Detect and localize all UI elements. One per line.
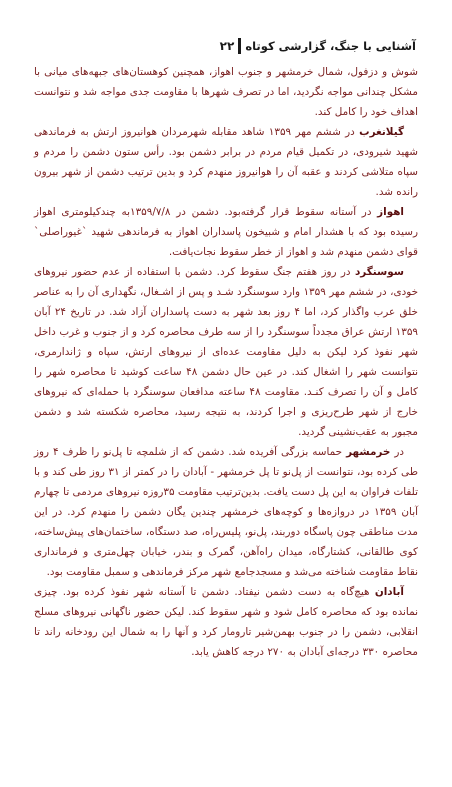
city-heading: آبادان xyxy=(374,586,404,598)
paragraph-intro xyxy=(34,62,418,122)
city-heading: گیلانغرب xyxy=(359,126,404,138)
paragraph-text: در روز هفتم جنگ سقوط کرد. دشمن با استفاده از عدم حضور نیروهای خودی، در ششم مهر ۱۳۵۹ وارد سوسنگرد شـد و پس از اشـغال، نگهداری آن را به عناصر خلق عرب واگذار کرد، اما ۴ روز بعد شهر به دست پاسداران آزاد شد. در تاریخ ۲۴ آبان ۱۳۵۹ ارتش عراق مجدداً سوسنگرد را از سه طرف محاصره کرد و از جنوب و غرب داخل شهر نفوذ کرد لیکن به دلیل مقاومت عده‌ای از نیروهای ارتش، سپاه و ژاندارمری، نتوانست شهر را اشغال کند. در عین حال دشمن ۴۸ ساعت کوشید تا محاصره شهر را کامل و آن را تصرف کنـد. مقاومت ۴۸ ساعته مدافعان سوسنگرد با حمله‌ای که نیروهای خارج از شهر طرح‌ریزی و اجرا کردند، به نتیجه رسید، محاصره شکسته شد و دشمن مجبور به عقب‌نشینی گردید. xyxy=(34,266,418,438)
page-header xyxy=(216,38,416,54)
paragraph-text: در آستانه سقوط قرار گرفته‌بود. دشمن در ۱۳۵۹/۷/۸به چندکیلومتری اهواز رسیده بود که با هشدار امام و شبیخون پاسداران اهواز به فرماندهی شهید `غیوراصلی` قوای دشمن منهدم شد و اهواز از خطر سقوط نجات‌یافت. xyxy=(34,206,418,258)
paragraph-ahvaz xyxy=(34,202,418,262)
paragraph-susangerd xyxy=(34,262,418,442)
book-title: آشنایی با جنگ، گزارشی کوتاه xyxy=(245,39,416,53)
paragraph-khorramshahr xyxy=(34,442,418,582)
paragraph-text: شوش و دزفول، شمال خرمشهر و جنوب اهواز، همچنین کوهستان‌های جبهه‌های میانی با مشکل چندانی مواجه نگردید، اما در تصرف شهرها با مقاومت جدی مواجه شد و نتوانست اهداف خود را کامل کند. xyxy=(34,66,418,118)
paragraph-text: حماسه بزرگی آفریده شد. دشمن که از شلمچه تا پل‌نو را ظرف ۴ روز طی کرده بود، نتوانست از پل‌نو تا پل خرمشهر - آبادان را در کمتر از ۳۱ روز طی کند و با تلفات فراوان به این پل دست یافت. بدین‌ترتیب مقاومت ۳۵روزه نیروهای مردمی تا چهارم آبان ۱۳۵۹ در دروازه‌ها و کوچه‌های خرمشهر چندین یگان دشمن را منهدم کرد. در این مدت مناطقی چون پاسگاه دوربند، پل‌نو، پلیس‌راه، صد دستگاه، ساختمان‌های پیش‌ساخته، کوی طالقانی، کشتارگاه، میدان راه‌آهن، گمرک و بندر، خیابان چهل‌متری و فرمانداری نقاط مقاومت شناخته می‌شد و مسجدجامع شهر مرکز فرماندهی و سمبل مقاومت بود. xyxy=(34,446,418,578)
city-heading: خرمشهر xyxy=(346,446,391,458)
page-number: ۲۲ xyxy=(219,39,235,53)
paragraph-text: هیچ‌گاه به دست دشمن نیفتاد. دشمن تا آستانه شهر نفوذ کرده بود. چیزی نمانده بود که محاصره کامل شود و شهر سقوط کند. لیکن حضور ناگهانی نیروهای مسلح انقلابی، دشمن را در جنوب بهمن‌شیر تارومار کرد و آنها را به شمال این رودخانه راند تا محاصره ۳۳۰ درجه‌ای آبادان به ۲۷۰ درجه کاهش یابد. xyxy=(34,586,418,658)
city-heading: اهواز xyxy=(377,206,404,218)
paragraph-prefix: در xyxy=(390,446,405,458)
paragraph-text: در ششم مهر ۱۳۵۹ شاهد مقابله شهرمردان هوانیروز ارتش به فرماندهی شهید شیرودی، در تکمیل قیام مردم در برابر دشمن بود. رأس ستون دشمن را مردم و سپاه متلاشی کردند و عقبه آن را هوانیروز منهدم کرد و بدین ترتیب دشمن از شهر بیرون رانده شد. xyxy=(34,126,418,198)
paragraph-gilangharb xyxy=(34,122,418,202)
city-heading: سوسنگرد xyxy=(354,266,404,278)
header-divider xyxy=(238,38,241,54)
paragraph-abadan xyxy=(34,582,418,662)
page-body xyxy=(34,62,418,662)
